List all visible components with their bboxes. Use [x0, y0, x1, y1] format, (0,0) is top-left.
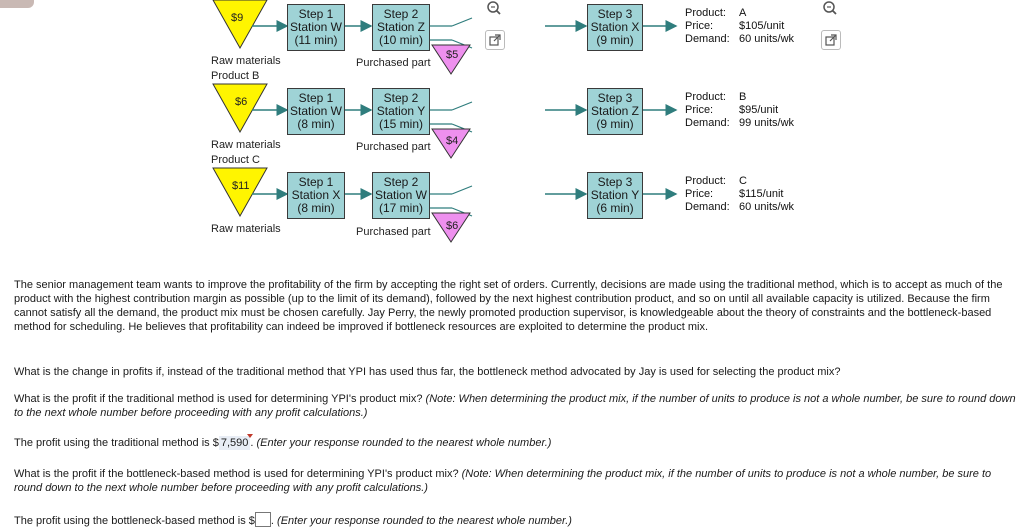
step3-time-a: (9 min) — [596, 33, 634, 47]
raw-price-b: $6 — [235, 96, 248, 108]
merge-connector-b — [430, 102, 472, 132]
demand-value-a: 60 units/wk — [739, 33, 795, 45]
raw-materials-label-a: Raw materials — [211, 55, 281, 67]
product-info-c — [685, 175, 794, 214]
process-diagram — [0, 0, 1024, 250]
demand-key-b: Demand: — [685, 117, 730, 129]
product-b-header: Product B — [211, 70, 260, 82]
question-traditional-text: What is the profit if the traditional method is used for determining YPI's product mix? — [14, 393, 423, 405]
zoom-icon-2[interactable] — [821, 0, 839, 18]
step1-title-b: Step 1 — [298, 91, 334, 105]
price-value-b: $95/unit — [739, 104, 779, 116]
purchased-price-c: $6 — [446, 220, 459, 232]
step1-box-a — [287, 4, 345, 51]
purchased-part-label-b: Purchased part — [356, 141, 431, 153]
step1-title-a: Step 1 — [298, 7, 334, 21]
raw-price-a: $9 — [231, 12, 244, 24]
product-info-a — [685, 7, 794, 46]
product-key-a: Product: — [685, 7, 726, 19]
raw-materials-label-c: Raw materials — [211, 223, 281, 235]
step3-title-b: Step 3 — [597, 91, 633, 105]
product-info-b — [685, 91, 794, 130]
main-question: What is the change in profits if, instead of the traditional method that YPI has used thus far, the bottleneck method advocated by Jay is used for selecting the product mix? — [14, 366, 841, 378]
step3-time-c: (6 min) — [596, 201, 634, 215]
step1-time-b: (8 min) — [297, 117, 335, 131]
step1-time-a: (11 min) — [294, 33, 338, 47]
answer-bottleneck-prefix: The profit using the bottleneck-based method is $ — [14, 515, 255, 527]
step2-title-c: Step 2 — [383, 175, 419, 189]
step2-box-c — [372, 172, 430, 219]
answer-traditional-prefix: The profit using the traditional method is $ — [14, 437, 219, 449]
step3-box-a — [587, 4, 643, 51]
step3-station-c: Station Y — [590, 188, 640, 202]
answer-bottleneck-hint: (Enter your response rounded to the nearest whole number.) — [277, 515, 572, 527]
raw-material-triangle-b — [213, 84, 267, 132]
price-key-b: Price: — [685, 104, 714, 116]
product-value-b: B — [739, 91, 747, 103]
question-traditional — [14, 392, 1018, 420]
popout-button-2[interactable] — [821, 30, 841, 50]
raw-material-triangle-c — [213, 168, 267, 216]
step1-station-a: Station W — [289, 20, 343, 34]
step3-time-b: (9 min) — [596, 117, 634, 131]
step2-time-b: (15 min) — [378, 117, 423, 131]
step1-station-c: Station X — [291, 188, 341, 202]
price-key-c: Price: — [685, 188, 714, 200]
demand-value-c: 60 units/wk — [739, 201, 795, 213]
step3-station-a: Station X — [590, 20, 640, 34]
zoom-icon[interactable] — [485, 0, 503, 18]
popout-button[interactable] — [485, 30, 505, 50]
merge-connector-c — [430, 186, 472, 216]
raw-materials-label-b: Raw materials — [211, 139, 281, 151]
merge-connector-a — [430, 18, 472, 48]
step1-box-c — [287, 172, 345, 219]
step3-title-c: Step 3 — [597, 175, 633, 189]
answer-marker-icon — [247, 434, 253, 438]
answer-bottleneck-line — [14, 512, 1018, 528]
step2-time-a: (10 min) — [378, 33, 423, 47]
answer-traditional-line — [14, 436, 1018, 450]
step2-time-c: (17 min) — [378, 201, 423, 215]
answer-bottleneck-suffix: . — [270, 515, 274, 527]
answer-traditional-suffix: . — [250, 437, 254, 449]
step2-station-c: Station W — [374, 188, 428, 202]
demand-key-a: Demand: — [685, 33, 730, 45]
step3-station-b: Station Z — [590, 104, 640, 118]
step1-time-c: (8 min) — [297, 201, 335, 215]
step1-box-b — [287, 88, 345, 135]
product-value-a: A — [739, 7, 747, 19]
step2-box-a — [372, 4, 430, 51]
step3-box-c — [587, 172, 643, 219]
step2-box-b — [372, 88, 430, 135]
step1-station-b: Station W — [289, 104, 343, 118]
price-value-a: $105/unit — [739, 20, 785, 32]
price-key-a: Price: — [685, 20, 714, 32]
product-key-b: Product: — [685, 91, 726, 103]
question-bottleneck — [14, 467, 1018, 495]
raw-material-triangle-a — [213, 0, 267, 48]
step3-box-b — [587, 88, 643, 135]
question-bottleneck-text: What is the profit if the bottleneck-based method is used for determining YPI's product mix? — [14, 468, 459, 480]
answer-bottleneck-input[interactable] — [255, 512, 271, 527]
answer-traditional-field[interactable] — [219, 436, 254, 450]
answer-traditional-hint: (Enter your response rounded to the nearest whole number.) — [256, 437, 552, 449]
question-traditional-note: (Note: When determining the product mix, if the number of units to produce is not a whole number, be sure to round down to the next whole number before proceeding with any profit calculations.) — [14, 393, 1016, 419]
question-bottleneck-note: (Note: When determining the product mix, if the number of units to produce is not a whole number, be sure to round down to the next whole number before proceeding with any profit calculations.) — [14, 468, 992, 494]
step2-station-b: Station Y — [376, 104, 426, 118]
purchased-part-label-a: Purchased part — [356, 57, 431, 69]
external-link-icon — [489, 34, 501, 46]
step2-title-a: Step 2 — [383, 7, 419, 21]
step2-station-a: Station Z — [376, 20, 426, 34]
purchased-price-b: $4 — [446, 135, 459, 147]
price-value-c: $115/unit — [739, 188, 784, 200]
step1-title-c: Step 1 — [298, 175, 334, 189]
step3-title-a: Step 3 — [597, 7, 633, 21]
product-c-header: Product C — [211, 154, 260, 166]
step2-title-b: Step 2 — [383, 91, 419, 105]
answer-traditional-value: 7,590 — [220, 437, 249, 449]
external-link-icon-2 — [825, 34, 837, 46]
demand-key-c: Demand: — [685, 201, 730, 213]
product-value-c: C — [739, 175, 747, 187]
product-key-c: Product: — [685, 175, 726, 187]
demand-value-b: 99 units/wk — [739, 117, 795, 129]
purchased-part-label-c: Purchased part — [356, 226, 431, 238]
intro-paragraph: The senior management team wants to improve the profitability of the firm by accepting the right set of orders. Currently, decisions are made using the traditional method, which is to accept as much of the product with the highest contribution margin as possible (up to the limit of its demand), followed by the next highest contribution product, and so on until all available capacity is utilized. Because the firm cannot satisfy all the demand, the product mix must be chosen carefully. Jay Perry, the newly promoted production supervisor, is knowledgeable about the theory of constraints and the bottleneck-based method for scheduling. He believes that profitability can indeed be improved if bottleneck resources are exploited to determine the product mix. — [14, 279, 1003, 333]
raw-price-c: $11 — [232, 180, 250, 192]
purchased-price-a: $5 — [446, 49, 459, 61]
